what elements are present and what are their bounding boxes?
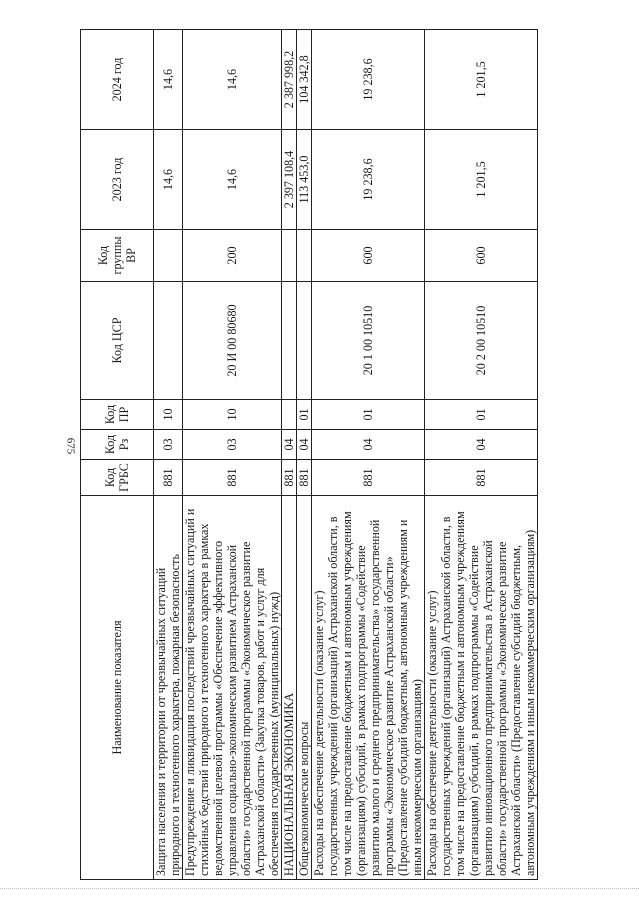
cell-grbs: 881	[183, 460, 282, 496]
cell-y2023: 14,6	[183, 130, 282, 230]
cell-rz: 03	[154, 430, 183, 460]
header-rz: Код Рз	[81, 430, 154, 460]
cell-csr	[297, 282, 312, 400]
row-name: Общеэкономические вопросы	[297, 496, 312, 880]
cell-rz: 04	[312, 430, 425, 460]
cell-vr: 600	[312, 230, 425, 282]
row-name: Расходы на обеспечение деятельности (оказание услуг) государственных учреждений (организаций) Астраханской области, в том числе на предоставление бюджетным и автономным учреждениям (организациям) субсидий, в рамках подпрограммы «Содействие развитию инновационного предпринимательства в Астраханской области» государственной программы «Экономическое развитие Астраханской области» (Предоставление субсидий бюджетным, автономным учреждениям и иным некоммерческим организациям)	[425, 496, 538, 880]
cell-y2024: 1 201,5	[425, 30, 538, 130]
header-grbs: Код ГРБС	[81, 460, 154, 496]
row-name: НАЦИОНАЛЬНАЯ ЭКОНОМИКА	[282, 496, 297, 880]
row-name: Защита населения и территории от чрезвычайных ситуаций природного и техногенного характера, пожарная безопасность	[154, 496, 183, 880]
budget-table	[80, 29, 538, 880]
cell-y2023: 19 238,6	[312, 130, 425, 230]
cell-vr: 600	[425, 230, 538, 282]
cell-csr: 20 2 00 10510	[425, 282, 538, 400]
cell-y2024: 14,6	[183, 30, 282, 130]
header-csr: Код ЦСР	[81, 282, 154, 400]
cell-y2024: 2 387 998,2	[282, 30, 297, 130]
header-vr: Код группы ВР	[81, 230, 154, 282]
cell-pr: 10	[183, 400, 282, 430]
cell-vr: 200	[183, 230, 282, 282]
table-row	[425, 30, 538, 880]
cell-grbs: 881	[154, 460, 183, 496]
header-2024: 2024 год	[81, 30, 154, 130]
scan-edge	[0, 888, 639, 889]
table-row	[154, 30, 183, 880]
table-row	[183, 30, 282, 880]
cell-rz: 03	[183, 430, 282, 460]
table-row	[312, 30, 425, 880]
header-2023: 2023 год	[81, 130, 154, 230]
cell-vr	[297, 230, 312, 282]
cell-csr	[282, 282, 297, 400]
cell-pr: 01	[297, 400, 312, 430]
header-pr: Код ПР	[81, 400, 154, 430]
cell-pr: 01	[312, 400, 425, 430]
page-number: 675	[64, 437, 77, 455]
cell-grbs: 881	[312, 460, 425, 496]
cell-grbs: 881	[425, 460, 538, 496]
cell-y2024: 104 342,8	[297, 30, 312, 130]
table-row	[282, 30, 297, 880]
budget-table-rotated	[80, 30, 610, 880]
header-row	[81, 30, 154, 880]
cell-pr: 01	[425, 400, 538, 430]
cell-grbs: 881	[282, 460, 297, 496]
cell-vr	[154, 230, 183, 282]
cell-y2023: 1 201,5	[425, 130, 538, 230]
cell-vr	[282, 230, 297, 282]
header-name: Наименование показателя	[81, 496, 154, 880]
cell-y2023: 113 453,0	[297, 130, 312, 230]
table-row	[297, 30, 312, 880]
cell-csr: 20 И 00 80680	[183, 282, 282, 400]
cell-pr: 10	[154, 400, 183, 430]
cell-csr: 20 1 00 10510	[312, 282, 425, 400]
cell-rz: 04	[425, 430, 538, 460]
cell-y2023: 14,6	[154, 130, 183, 230]
cell-csr	[154, 282, 183, 400]
cell-y2024: 19 238,6	[312, 30, 425, 130]
cell-y2023: 2 397 108,4	[282, 130, 297, 230]
cell-grbs: 881	[297, 460, 312, 496]
cell-y2024: 14,6	[154, 30, 183, 130]
cell-rz: 04	[297, 430, 312, 460]
row-name: Предупреждение и ликвидация последствий чрезвычайных ситуаций и стихийных бедствий природного и техногенного характера в рамках ведомственной целевой программы «Обеспечение эффективного управления социально-экономическим развитием Астраханской области» государственной программы «Экономическое развитие Астраханской области» (Закупка товаров, работ и услуг для обеспечения государственных (муниципальных) нужд)	[183, 496, 282, 880]
row-name: Расходы на обеспечение деятельности (оказание услуг) государственных учреждений (организаций) Астраханской области, в том числе на предоставление бюджетным и автономным учреждениям (организациям) субсидий, в рамках подпрограммы «Содействие развитию малого и среднего предпринимательства» государственной программы «Экономическое развитие Астраханской области» (Предоставление субсидий бюджетным, автономным учреждениям и иным некоммерческим организациям)	[312, 496, 425, 880]
cell-rz: 04	[282, 430, 297, 460]
cell-pr	[282, 400, 297, 430]
